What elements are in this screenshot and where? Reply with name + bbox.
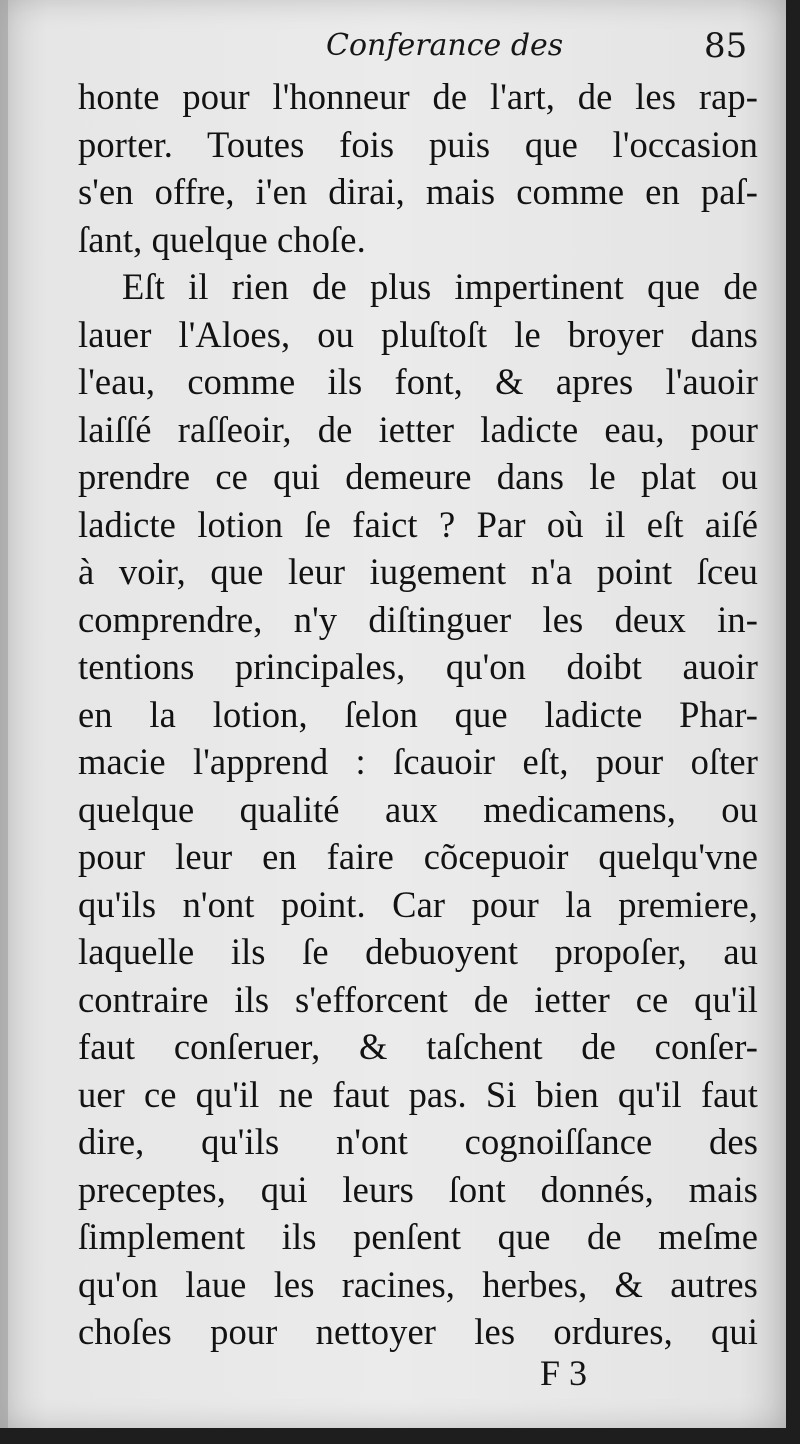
body-text <box>78 73 758 1356</box>
text-line: ſimplement ils penſent que de meſme <box>78 1216 758 1257</box>
text-line: preceptes, qui leurs ſont donnés, mais <box>78 1168 758 1210</box>
text-line: ladicte lotion ſe faict ? Par où il eſt aiſé <box>78 503 758 545</box>
page-number: 85 <box>704 26 748 66</box>
text-line: contraire ils s'efforcent de ietter ce qu'il <box>78 978 758 1020</box>
text-line: faut conſeruer, & taſchent de conſer- <box>78 1026 758 1067</box>
text-line: qu'ils n'ont point. Car pour la premiere, <box>78 883 758 925</box>
signature-mark: F 3 <box>540 1353 588 1393</box>
text-line: qu'on laue les racines, herbes, & autres <box>78 1263 758 1305</box>
text-line: laquelle ils ſe debuoyent propoſer, au <box>78 931 758 972</box>
text-line: ſant, quelque choſe. <box>78 218 366 260</box>
text-line: porter. Toutes fois puis que l'occasion <box>78 123 758 165</box>
text-line: quelque qualité aux medicamens, ou <box>78 788 758 830</box>
text-line: à voir, que leur iugement n'a point ſceu <box>78 551 758 592</box>
text-line: pour leur en faire cõcepuoir quelqu'vne <box>78 836 758 877</box>
text-line: comprendre, n'y diſtinguer les deux in- <box>78 598 758 640</box>
running-title: Conferance des <box>326 28 564 63</box>
text-line: s'en offre, i'en dirai, mais comme en paſ- <box>78 171 758 212</box>
text-line: l'eau, comme ils font, & apres l'auoir <box>78 361 758 402</box>
text-line: tentions principales, qu'on doibt auoir <box>78 646 758 687</box>
paragraph-start-line: Eſt il rien de plus impertinent que de <box>122 266 758 307</box>
text-line: macie l'apprend : ſcauoir eſt, pour oſter <box>78 741 758 782</box>
text-line: choſes pour nettoyer les ordures, qui <box>78 1311 758 1352</box>
text-line: honte pour l'honneur de l'art, de les rap- <box>78 76 758 117</box>
text-line: dire, qu'ils n'ont cognoiſſance des <box>78 1121 758 1162</box>
text-line: en la lotion, ſelon que ladicte Phar- <box>78 693 758 735</box>
text-line: prendre ce qui demeure dans le plat ou <box>78 456 758 497</box>
text-line: lauer l'Aloes, ou pluſtoſt le broyer dans <box>78 313 758 355</box>
page-footer <box>0 1352 786 1402</box>
text-line: uer ce qu'il ne faut pas. Si bien qu'il faut <box>78 1073 758 1115</box>
text-line: laiſſé raſſeoir, de ietter ladicte eau, pour <box>78 408 758 450</box>
running-head <box>0 22 786 72</box>
